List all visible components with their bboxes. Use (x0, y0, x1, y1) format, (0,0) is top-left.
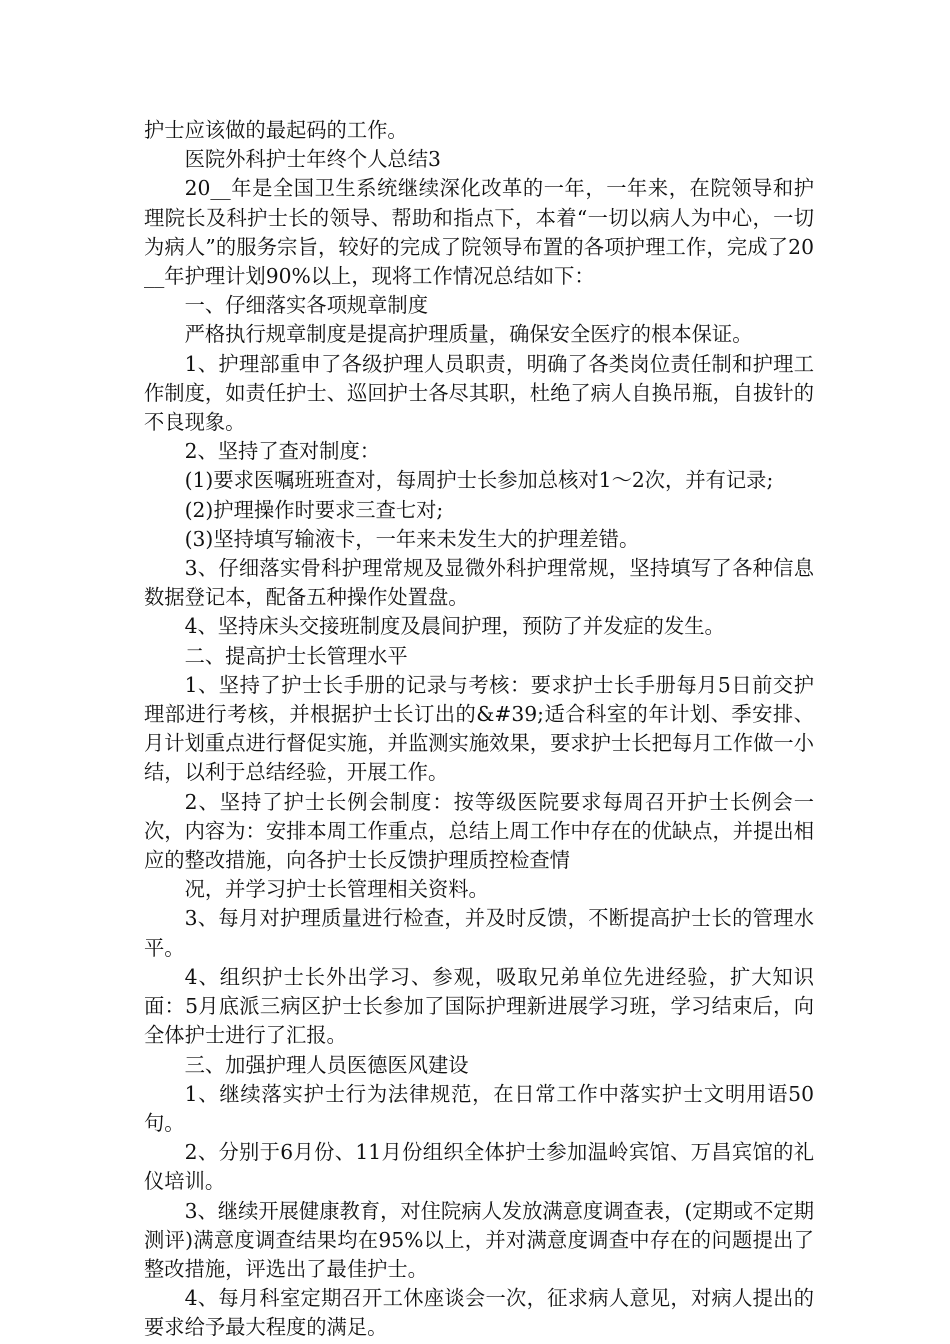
list-item: 4、组织护士长外出学习、参观，吸取兄弟单位先进经验，扩大知识面：5月底派三病区护士长参加了国际护理新进展学习班，学习结束后，向全体护士进行了汇报。 (144, 964, 814, 1048)
document-body (144, 116, 814, 1343)
section-heading-3: 三、加强护理人员医德医风建设 (184, 1052, 469, 1077)
list-item: 1、护理部重申了各级护理人员职责，明确了各类岗位责任制和护理工作制度，如责任护士、巡回护士各尽其职，杜绝了病人自换吊瓶，自拔针的不良现象。 (144, 351, 814, 435)
list-item-continuation: 况，并学习护士长管理相关资料。 (184, 877, 489, 902)
list-item: 3、继续开展健康教育，对住院病人发放满意度调查表，(定期或不定期测评)满意度调查结果均在95%以上，并对满意度调查中存在的问题提出了整改措施，评选出了最佳护士。 (144, 1198, 814, 1281)
list-item: 2、分别于6月份、11月份组织全体护士参加温岭宾馆、万昌宾馆的礼仪培训。 (144, 1140, 814, 1194)
list-item: 2、坚持了查对制度： (184, 439, 381, 464)
list-item: 1、继续落实护士行为法律规范，在日常工作中落实护士文明用语50句。 (144, 1081, 814, 1135)
list-item: 4、坚持床头交接班制度及晨间护理，预防了并发症的发生。 (184, 614, 725, 639)
sub-list-item: (3)坚持填写输液卡，一年来未发生大的护理差错。 (184, 526, 640, 551)
paragraph-continuation: 护士应该做的最起码的工作。 (144, 118, 408, 142)
list-item: 4、每月科室定期召开工休座谈会一次，征求病人意见，对病人提出的要求给予最大程度的满足。 (144, 1286, 814, 1340)
section-heading-1: 一、仔细落实各项规章制度 (184, 293, 428, 318)
list-item: 3、仔细落实骨科护理常规及显微外科护理常规，坚持填写了各种信息数据登记本，配备五种操作处置盘。 (144, 556, 814, 610)
paragraph-intro: 20__年是全国卫生系统继续深化改革的一年，一年来，在院领导和护理院长及科护士长的领导、帮助和指点下，本着“一切以病人为中心，一切为病人”的服务宗旨，较好的完成了院领导布置的各项护理工作，完成了20__年护理计划90%以上，现将工作情况总结如下： (144, 176, 814, 289)
sub-list-item: (1)要求医嘱班班查对，每周护士长参加总核对1～2次，并有记录; (184, 468, 774, 493)
sub-list-item: (2)护理操作时要求三查七对; (184, 497, 444, 522)
document-title: 医院外科护士年终个人总结3 (184, 147, 441, 172)
list-item: 2、坚持了护士长例会制度：按等级医院要求每周召开护士长例会一次，内容为：安排本周工作重点，总结上周工作中存在的优缺点，并提出相应的整改措施，向各护士长反馈护理质控检查情 (144, 789, 814, 873)
section-heading-2: 二、提高护士长管理水平 (184, 643, 408, 668)
list-item: 3、每月对护理质量进行检查，并及时反馈，不断提高护士长的管理水平。 (144, 906, 814, 960)
paragraph: 严格执行规章制度是提高护理质量，确保安全医疗的根本保证。 (184, 322, 753, 347)
list-item: 1、坚持了护士长手册的记录与考核：要求护士长手册每月5日前交护理部进行考核，并根据护士长订出的&#39;适合科室的年计划、季安排、月计划重点进行督促实施，并监测实施效果，要求护士长把每月工作做一小结，以利于总结经验，开展工作。 (144, 672, 814, 785)
